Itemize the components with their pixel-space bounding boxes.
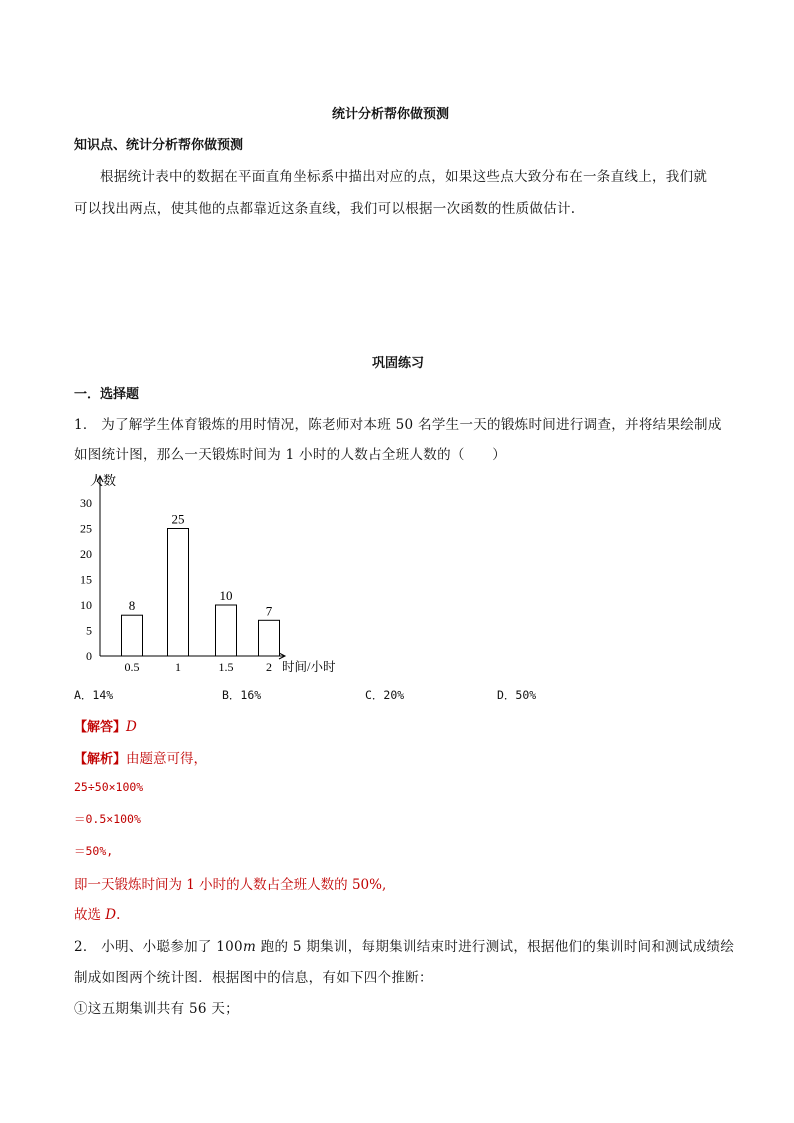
section-heading: 一．选择题 bbox=[74, 387, 140, 402]
y-tick-label: 10 bbox=[80, 598, 92, 612]
analysis-step3: ＝50%, bbox=[74, 844, 114, 858]
answer-value: D bbox=[126, 719, 137, 735]
q1-text-line2: 如图统计图，那么一天锻炼时间为 1 小时的人数占全班人数的（ ） bbox=[74, 447, 507, 463]
y-axis-label: 人数 bbox=[90, 473, 117, 488]
y-tick-label: 15 bbox=[80, 572, 92, 587]
q2-item1: ①这五期集训共有 56 天； bbox=[74, 1001, 239, 1017]
answer-line bbox=[74, 716, 137, 735]
analysis-step1: 25÷50×100% bbox=[74, 780, 144, 794]
analysis-label: 【解析】 bbox=[74, 752, 127, 767]
analysis-line bbox=[74, 747, 207, 767]
q2-line1-part-b: 跑的 5 期集训，每期集训结束时进行测试，根据他们的集训时间和测试成绩绘 bbox=[256, 939, 735, 955]
knowledge-heading: 知识点、统计分析帮你做预测 bbox=[74, 138, 244, 153]
knowledge-paragraph-line2: 可以找出两点，使其他的点都靠近这条直线，我们可以根据一次函数的性质做估计. bbox=[74, 201, 576, 217]
analysis-conclusion: 即一天锻炼时间为 1 小时的人数占全班人数的 50%, bbox=[74, 877, 387, 893]
q2-text-line2: 制成如图两个统计图．根据图中的信息，有如下四个推断： bbox=[74, 970, 433, 986]
x-tick-label: 1.5 bbox=[218, 660, 234, 674]
answer-label: 【解答】 bbox=[74, 720, 127, 735]
bar bbox=[259, 620, 280, 656]
q2-line1-part-a: 2． 小明、小聪参加了 100 bbox=[74, 939, 243, 955]
bar-data-label: 8 bbox=[128, 598, 136, 614]
y-tick-label: 20 bbox=[80, 547, 92, 561]
practice-title: 巩固练习 bbox=[372, 356, 425, 371]
q2-unit-m: m bbox=[242, 939, 257, 955]
analysis-text: 由题意可得， bbox=[126, 751, 208, 767]
page-title: 统计分析帮你做预测 bbox=[332, 107, 450, 122]
x-tick-label: 1 bbox=[175, 660, 181, 674]
choose-line bbox=[74, 903, 120, 923]
y-tick-label: 25 bbox=[80, 521, 92, 536]
q2-text-line1 bbox=[74, 935, 734, 955]
bar-chart bbox=[60, 466, 360, 678]
y-tick-label: 0 bbox=[86, 649, 92, 663]
choose-suffix: . bbox=[116, 907, 121, 923]
option-c: C．20% bbox=[365, 688, 405, 702]
bar-data-label: 7 bbox=[265, 603, 273, 619]
bar-data-label: 10 bbox=[219, 588, 233, 603]
choose-value: D bbox=[105, 907, 117, 923]
bar bbox=[168, 529, 189, 657]
x-tick-label: 0.5 bbox=[124, 660, 140, 674]
bar-data-label: 25 bbox=[171, 511, 185, 527]
x-axis-label: 时间/小时 bbox=[282, 660, 336, 674]
y-tick-label: 5 bbox=[86, 623, 92, 638]
choose-prefix: 故选 bbox=[74, 907, 106, 923]
option-a: A．14% bbox=[74, 688, 114, 702]
x-tick-label: 2 bbox=[266, 660, 272, 674]
analysis-step2: ＝0.5×100% bbox=[74, 812, 141, 826]
option-b: B．16% bbox=[222, 688, 262, 702]
knowledge-paragraph-line1: 根据统计表中的数据在平面直角坐标系中描出对应的点，如果这些点大致分布在一条直线上，我们就 bbox=[100, 169, 708, 185]
q1-text-line1: 1． 为了解学生体育锻炼的用时情况，陈老师对本班 50 名学生一天的锻炼时间进行调查，并将结果绘制成 bbox=[74, 417, 722, 433]
option-d: D．50% bbox=[497, 688, 537, 702]
bar bbox=[122, 615, 143, 656]
y-tick-label: 30 bbox=[80, 496, 92, 510]
bar bbox=[216, 605, 237, 656]
